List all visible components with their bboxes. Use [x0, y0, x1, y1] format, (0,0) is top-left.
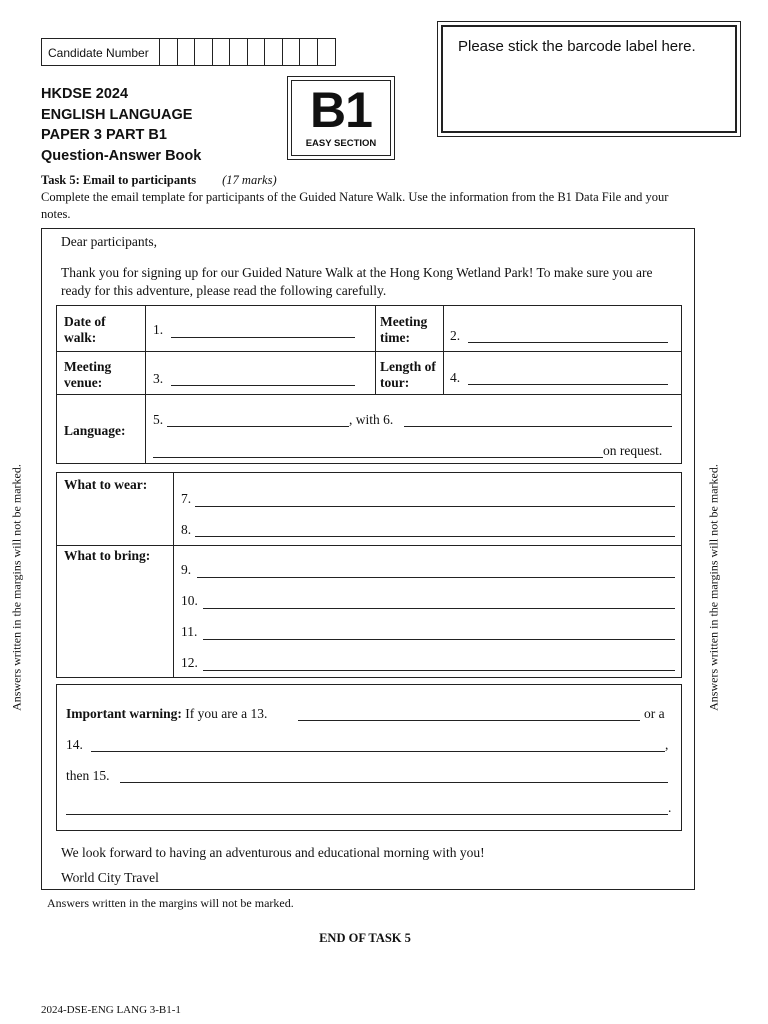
subject-title: ENGLISH LANGUAGE — [41, 106, 193, 123]
q14-number: 14. — [66, 737, 83, 752]
q4-number: 4. — [450, 370, 461, 385]
warning-q13-text: If you are a 13. — [185, 706, 268, 721]
book-title: Question-Answer Book — [41, 147, 202, 164]
answer-line-15[interactable] — [120, 782, 668, 783]
q1-number: 1. — [153, 322, 164, 337]
q5-number: 5. — [153, 412, 164, 427]
margin-warning-bottom: Answers written in the margins will not be marked. — [47, 896, 294, 910]
q7-number: 7. — [181, 491, 192, 506]
details-table — [56, 305, 682, 464]
paper-header — [41, 84, 201, 166]
wear-bring-table — [56, 472, 682, 678]
answer-line-14[interactable] — [91, 751, 665, 752]
warning-label: Important warning: — [66, 706, 182, 721]
answer-line-2[interactable] — [468, 342, 668, 343]
answer-line-13[interactable] — [298, 720, 640, 721]
q10-number: 10. — [181, 593, 198, 608]
meeting-time-label: Meeting time: — [380, 314, 428, 345]
answer-line-6-continued[interactable] — [153, 457, 603, 458]
answer-line-10[interactable] — [203, 608, 675, 609]
candidate-number-cell[interactable] — [283, 39, 301, 65]
answer-line-7[interactable] — [195, 506, 675, 507]
answer-line-4[interactable] — [468, 384, 668, 385]
page-footer-code: 2024-DSE-ENG LANG 3-B1-1 — [41, 1004, 181, 1016]
answer-line-1[interactable] — [171, 337, 355, 338]
task-heading — [41, 173, 277, 188]
answer-line-6[interactable] — [404, 426, 672, 427]
candidate-number-cell[interactable] — [213, 39, 231, 65]
candidate-number-cell[interactable] — [300, 39, 318, 65]
answer-line-3[interactable] — [171, 385, 355, 386]
candidate-number-cell[interactable] — [230, 39, 248, 65]
task-title: Task 5: Email to participants — [41, 173, 197, 187]
q8-number: 8. — [181, 522, 192, 537]
barcode-label-area — [441, 25, 737, 133]
meeting-venue-label: Meeting venue: — [64, 359, 112, 390]
candidate-number-cell[interactable] — [265, 39, 283, 65]
q3-number: 3. — [153, 371, 164, 386]
q11-number: 11. — [181, 624, 198, 639]
email-template-frame — [41, 228, 695, 890]
email-signoff: World City Travel — [61, 870, 159, 885]
date-of-walk-label: Date of walk: — [64, 314, 106, 345]
candidate-number-label: Candidate Number — [42, 39, 160, 65]
margin-warning-right: Answers written in the margins will not be marked. — [706, 464, 721, 711]
answer-line-11[interactable] — [203, 639, 675, 640]
end-of-task: END OF TASK 5 — [319, 931, 411, 945]
answer-line-12[interactable] — [203, 670, 675, 671]
q2-number: 2. — [450, 328, 461, 343]
candidate-number-cell[interactable] — [248, 39, 266, 65]
q14-comma: , — [665, 737, 669, 752]
what-to-bring-label: What to bring: — [64, 548, 151, 563]
answer-line-8[interactable] — [195, 536, 675, 537]
barcode-instruction: Please stick the barcode label here. — [458, 38, 696, 55]
task-instructions: Complete the email template for participants of the Guided Nature Walk. Use the information from the B1 Data File and your notes. — [41, 190, 669, 221]
margin-warning-left: Answers written in the margins will not be marked. — [9, 464, 24, 711]
answer-line-9[interactable] — [197, 577, 675, 578]
q12-number: 12. — [181, 655, 198, 670]
on-request-text: on request. — [603, 443, 663, 458]
candidate-number-cell[interactable] — [195, 39, 213, 65]
section-badge — [287, 76, 395, 160]
candidate-number-cell[interactable] — [160, 39, 178, 65]
then-q15-text: then 15. — [66, 768, 110, 783]
warning-statement — [66, 706, 267, 722]
with-q6-text: , with 6. — [349, 412, 394, 427]
candidate-number-box — [41, 38, 336, 66]
exam-title: HKDSE 2024 — [41, 86, 129, 102]
language-label: Language: — [64, 423, 126, 438]
candidate-number-cell[interactable] — [178, 39, 196, 65]
candidate-number-cell[interactable] — [318, 39, 336, 65]
section-code: B1 — [310, 82, 372, 138]
answer-line-5[interactable] — [167, 426, 349, 427]
q9-number: 9. — [181, 562, 192, 577]
or-a-text: or a — [644, 706, 665, 721]
q15-period: . — [668, 800, 672, 815]
email-intro: Thank you for signing up for our Guided Nature Walk at the Hong Kong Wetland Park! To make sure you are ready for this adventure, please read the following carefully. — [61, 265, 653, 298]
warning-box — [56, 684, 682, 831]
email-closing: We look forward to having an adventurous and educational morning with you! — [61, 845, 485, 860]
length-of-tour-label: Length of tour: — [380, 359, 436, 390]
paper-title: PAPER 3 PART B1 — [41, 127, 167, 143]
what-to-wear-label: What to wear: — [64, 477, 148, 492]
task-marks: (17 marks) — [222, 173, 277, 187]
section-label: EASY SECTION — [305, 138, 377, 149]
answer-line-15-continued[interactable] — [66, 814, 668, 815]
email-greeting: Dear participants, — [61, 234, 157, 249]
barcode-box — [437, 21, 741, 137]
